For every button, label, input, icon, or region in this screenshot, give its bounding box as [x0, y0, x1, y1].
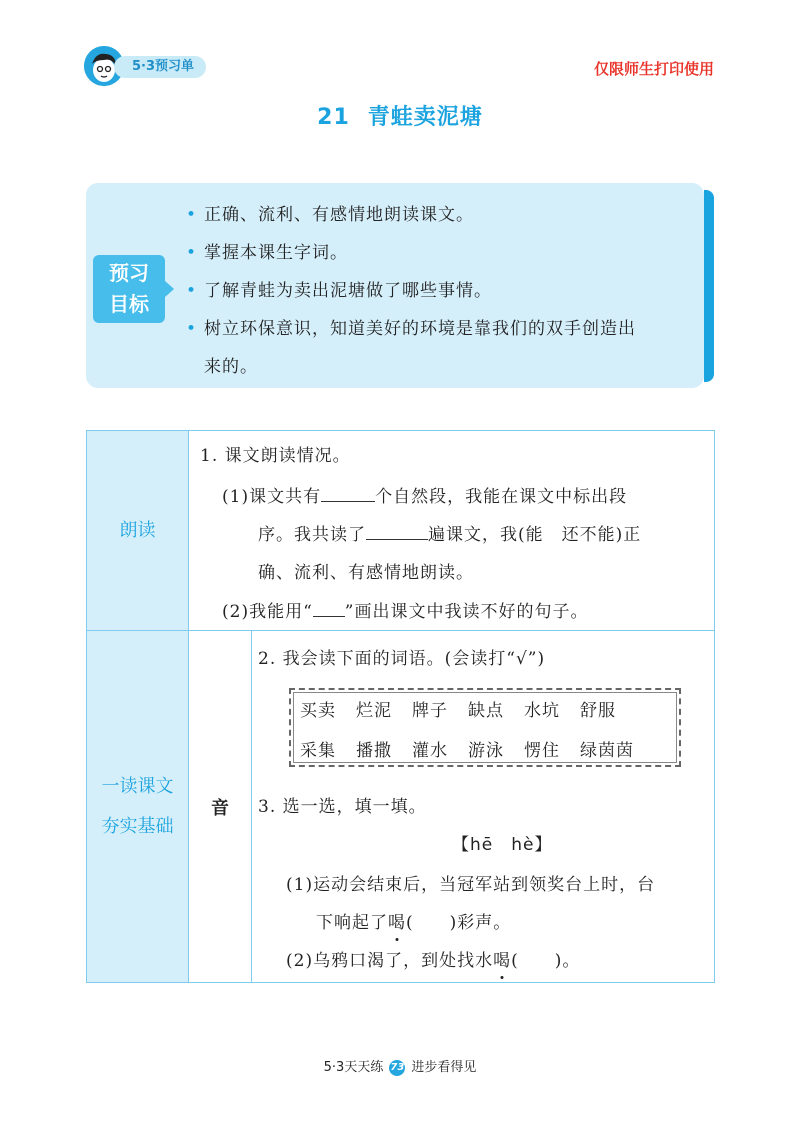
- pinyin-options: 【hē hè】: [452, 835, 553, 855]
- objective-item: • 掌握本课生字词。: [186, 234, 706, 272]
- q3-2-answer-slot[interactable]: ( )。: [511, 951, 581, 971]
- question-3-1-line2: [316, 908, 511, 933]
- page-footer: [0, 1056, 800, 1076]
- question-1-1-line2: [258, 520, 641, 545]
- word-item[interactable]: 采集: [300, 741, 336, 761]
- question-3-1-line1: (1)运动会结束后，当冠军站到领奖台上时，台: [286, 875, 656, 895]
- lesson-number: 21: [317, 105, 350, 130]
- q1-1-text-c: 序。我共读了: [258, 525, 366, 545]
- word-row-1: [300, 696, 636, 721]
- objective-item: • 树立环保意识，知道美好的环境是靠我们的双手创造出: [186, 310, 706, 348]
- question-2: 2. 我会读下面的词语。(会读打“√”): [258, 649, 546, 669]
- question-1-1-line1: [222, 482, 627, 507]
- footer-left: 5·3天天练: [323, 1060, 384, 1075]
- question-3-2: [286, 946, 580, 971]
- print-note: 仅限师生打印使用: [593, 60, 714, 78]
- dotted-character: 喝: [388, 908, 406, 933]
- dotted-character: 喝: [493, 946, 511, 971]
- word-item[interactable]: 烂泥: [356, 701, 392, 721]
- q1-1-text-d: 遍课文，我(能 还不能)正: [428, 525, 642, 545]
- foundation-label-line1: 一读课文: [101, 775, 174, 797]
- objective-item-continued: 来的。: [204, 357, 258, 377]
- word-item[interactable]: 灌水: [412, 741, 448, 761]
- objectives-list: [186, 196, 706, 386]
- answer-blank-paragraphs[interactable]: [321, 485, 375, 502]
- objectives-tag-line1: 预习: [109, 261, 149, 285]
- objectives-tag: [93, 255, 165, 323]
- objective-item: • 正确、流利、有感情地朗读课文。: [186, 196, 706, 234]
- word-item[interactable]: 买卖: [300, 701, 336, 721]
- q3-1-text-pre: 下响起了: [316, 913, 388, 933]
- q1-2-text-b: ”画出课文中我读不好的句子。: [344, 602, 589, 622]
- lesson-title: [0, 100, 800, 131]
- word-item[interactable]: 缺点: [468, 701, 504, 721]
- badge-label: 5·3预习单: [114, 56, 206, 78]
- question-1-2: [222, 597, 588, 622]
- question-3: 3. 选一选，填一填。: [258, 797, 427, 817]
- answer-blank-times[interactable]: [366, 523, 428, 540]
- foundation-label: [87, 631, 188, 982]
- foundation-label-line2: 夯实基础: [101, 815, 174, 837]
- word-item[interactable]: 舒服: [580, 701, 616, 721]
- q1-1-text-a: (1)课文共有: [222, 487, 322, 507]
- table-divider: [251, 631, 252, 982]
- answer-blank-mark[interactable]: [313, 600, 345, 617]
- objective-item: • 了解青蛙为卖出泥塘做了哪些事情。: [186, 272, 706, 310]
- word-item[interactable]: 绿茵茵: [580, 741, 634, 761]
- word-item[interactable]: 播撒: [356, 741, 392, 761]
- word-item[interactable]: 游泳: [468, 741, 504, 761]
- word-row-2: [300, 736, 634, 761]
- word-item[interactable]: 愣住: [524, 741, 560, 761]
- q1-2-text-a: (2)我能用“: [222, 602, 313, 622]
- word-item[interactable]: 牌子: [412, 701, 448, 721]
- q1-1-text-b: 个自然段，我能在课文中标出段: [375, 487, 628, 507]
- objectives-tag-line2: 目标: [109, 292, 149, 316]
- footer-right: 进步看得见: [411, 1060, 477, 1075]
- table-divider: [87, 630, 714, 631]
- question-1: 1. 课文朗读情况。: [200, 446, 351, 466]
- q3-1-answer-slot[interactable]: ( )彩声。: [406, 913, 512, 933]
- q3-2-text-pre: (2)乌鸦口渴了，到处找水: [286, 951, 494, 971]
- lesson-title-text: 青蛙卖泥塘: [367, 105, 483, 130]
- page-number: 73: [389, 1060, 405, 1076]
- reading-label-text: 朗读: [119, 519, 156, 541]
- reading-label: [87, 431, 188, 630]
- pronunciation-label: 音: [211, 797, 229, 819]
- word-item[interactable]: 水坑: [524, 701, 560, 721]
- question-1-1-line3: 确、流利、有感情地朗读。: [258, 563, 474, 583]
